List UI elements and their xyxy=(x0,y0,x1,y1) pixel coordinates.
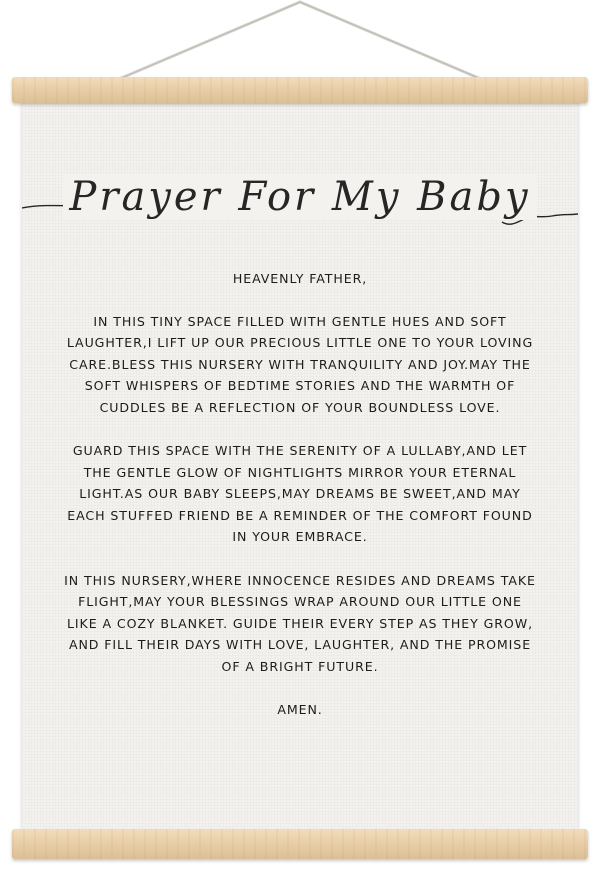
title-block xyxy=(22,160,578,255)
prayer-text xyxy=(62,268,538,721)
prayer-paragraph-1: IN THIS TINY SPACE FILLED WITH GENTLE HUES AND SOFT LAUGHTER,I LIFT UP OUR PRECIOUS LITTLE ONE TO YOUR LOVING CARE.BLESS THIS NURSERY WITH TRANQUILITY AND JOY.MAY THE SOFT WHISPERS OF BEDTIME STORIES AND THE WARMTH OF CUDDLES BE A REFLECTION OF YOUR BOUNDLESS LOVE. xyxy=(66,313,534,415)
prayer-paragraph-3: IN THIS NURSERY,WHERE INNOCENCE RESIDES AND DREAMS TAKE FLIGHT,MAY YOUR BLESSINGS WRAP AROUND OUR LITTLE ONE LIKE A COZY BLANKET. GUIDE THEIR EVERY STEP AS THEY GROW, AND FILL THEIR DAYS WITH LOVE, LAUGHTER, AND THE PROMISE OF A BRIGHT FUTURE. xyxy=(64,572,536,674)
prayer-greeting: HEAVENLY FATHER, xyxy=(232,271,368,286)
prayer-closing: AMEN. xyxy=(277,702,323,717)
prayer-paragraph-2: GUARD THIS SPACE WITH THE SERENITY OF A LULLABY,AND LET THE GENTLE GLOW OF NIGHTLIGHTS MIRROR YOUR ETERNAL LIGHT.AS OUR BABY SLEEPS,MAY DREAMS BE SWEET,AND MAY EACH STUFFED FRIEND BE A REMINDER OF THE COMFORT FOUND IN YOUR EMBRACE. xyxy=(67,443,533,544)
top-wooden-hanger xyxy=(12,77,588,103)
wood-grain xyxy=(12,829,588,859)
poster-title-text: Prayer For My Baby xyxy=(63,174,536,220)
poster-title xyxy=(22,174,578,220)
bottom-wooden-hanger xyxy=(12,829,588,859)
wood-grain xyxy=(12,77,588,103)
